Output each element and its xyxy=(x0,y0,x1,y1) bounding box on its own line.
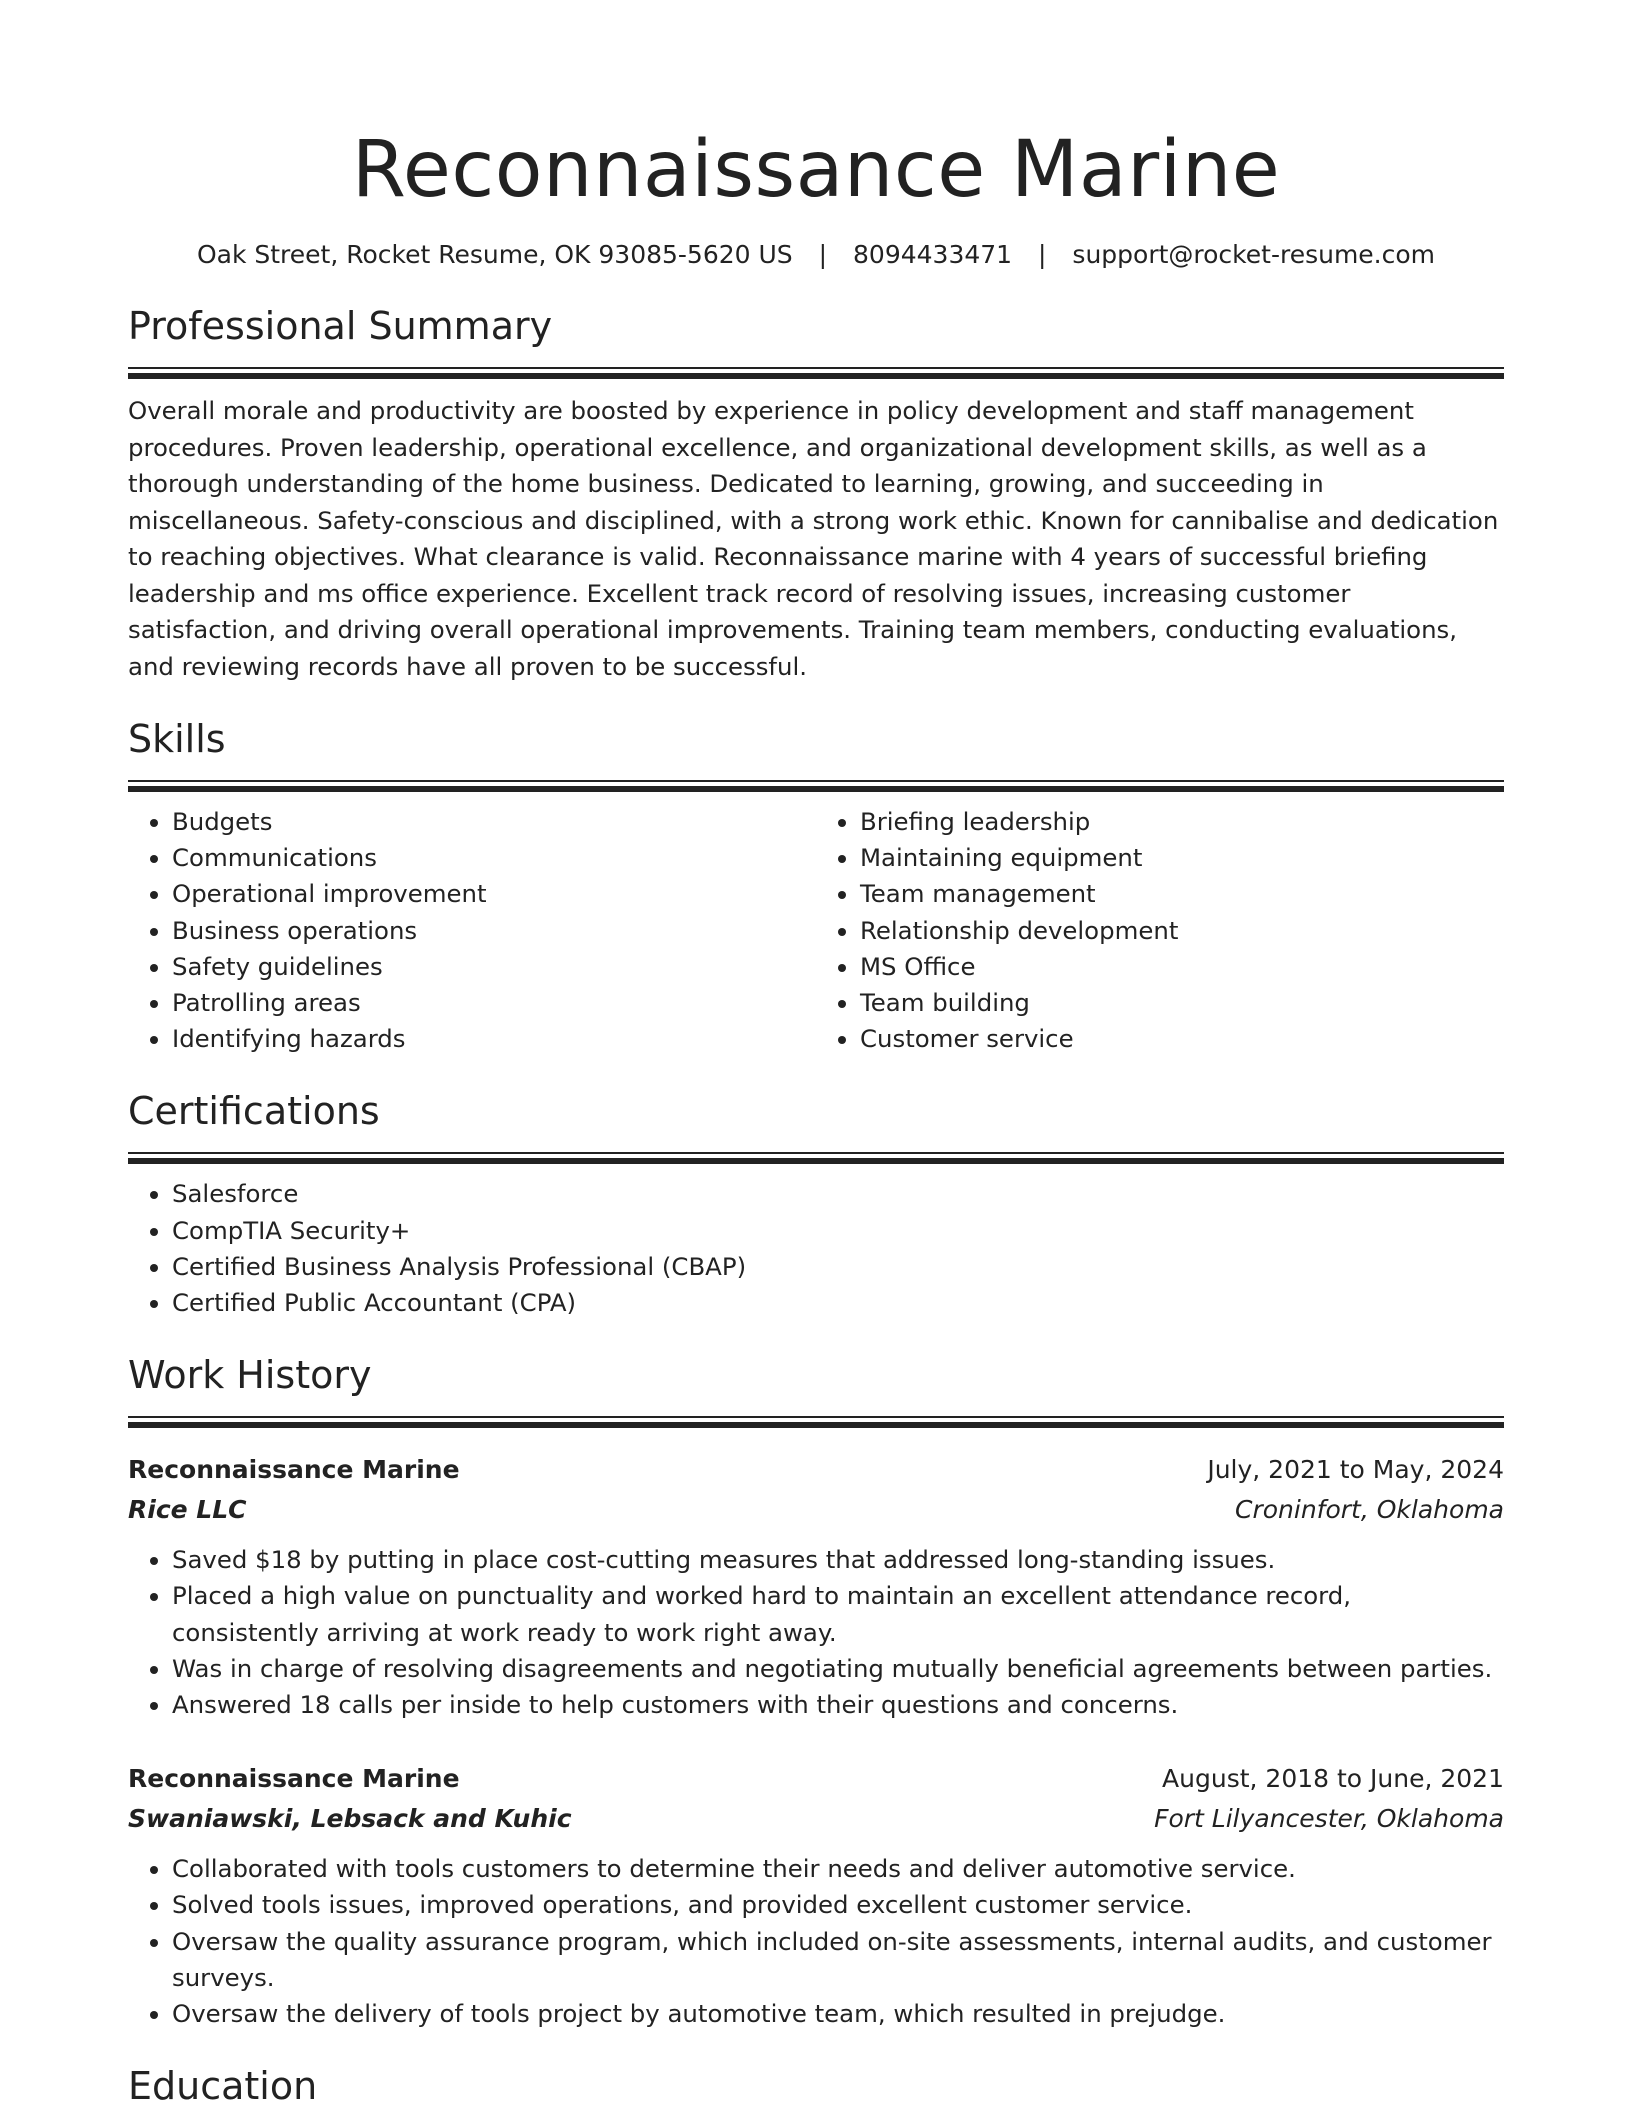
contact-separator: | xyxy=(1038,240,1047,269)
skill-item: • Relationship development xyxy=(860,913,1504,949)
section-title-education: Education xyxy=(128,2064,318,2109)
job-bullet: • Answered 18 calls per inside to help customers with their questions and concerns. xyxy=(172,1687,1504,1723)
job-dates: July, 2021 to May, 2024 xyxy=(1207,1455,1504,1485)
skill-item: • Identifying hazards xyxy=(172,1021,816,1057)
skills-list-right xyxy=(816,804,1504,1057)
skills-list-left xyxy=(128,804,816,1057)
skill-item: • Maintaining equipment xyxy=(860,840,1504,876)
section-divider xyxy=(128,1152,1504,1164)
job-bullet: • Oversaw the delivery of tools project by automotive team, which resulted in prejudge. xyxy=(172,1996,1504,2032)
contact-separator: | xyxy=(818,240,828,269)
skill-item: • Patrolling areas xyxy=(172,985,816,1021)
section-title-summary: Professional Summary xyxy=(128,304,553,348)
job-title: Reconnaissance Marine xyxy=(128,1764,460,1794)
section-divider xyxy=(128,367,1504,379)
section-title-work-history: Work History xyxy=(128,1353,372,1398)
job-entry xyxy=(128,1759,1504,2032)
job-employer-row xyxy=(128,1799,1504,1839)
job-bullet: • Solved tools issues, improved operations, and provided excellent customer service. xyxy=(172,1887,1504,1923)
job-employer: Rice LLC xyxy=(128,1495,247,1525)
job-entry xyxy=(128,1450,1504,1723)
certifications-section xyxy=(128,1087,1504,1321)
job-dates: August, 2018 to June, 2021 xyxy=(1162,1764,1504,1794)
skills-grid xyxy=(128,804,1504,1057)
skill-item: • Business operations xyxy=(172,913,816,949)
skill-item: • MS Office xyxy=(860,949,1504,985)
work-history-section xyxy=(128,1351,1504,2032)
job-location: Croninfort, Oklahoma xyxy=(1235,1495,1504,1525)
certifications-list xyxy=(128,1176,1504,1321)
certification-item: • Certified Public Accountant (CPA) xyxy=(172,1285,1504,1321)
contact-address: Oak Street, Rocket Resume, OK 93085-5620 US xyxy=(196,240,793,269)
job-bullets xyxy=(128,1542,1504,1723)
education-section xyxy=(128,2062,1504,2112)
section-divider xyxy=(128,780,1504,792)
skills-section xyxy=(128,715,1504,1057)
contact-line xyxy=(128,238,1504,272)
section-divider xyxy=(128,1416,1504,1428)
job-bullet: • Oversaw the quality assurance program, which included on-site assessments, internal audits, and customer surveys. xyxy=(172,1924,1504,1996)
skill-item: • Team management xyxy=(860,876,1504,912)
contact-phone: 8094433471 xyxy=(853,240,1013,269)
summary-section xyxy=(128,302,1504,685)
skill-item: • Safety guidelines xyxy=(172,949,816,985)
job-bullet: • Was in charge of resolving disagreements and negotiating mutually beneficial agreements between parties. xyxy=(172,1651,1504,1687)
section-title-certifications: Certifications xyxy=(128,1089,380,1134)
job-bullets xyxy=(128,1851,1504,2032)
certification-item: • Certified Business Analysis Professional (CBAP) xyxy=(172,1249,1504,1285)
job-bullet: • Saved $18 by putting in place cost-cutting measures that addressed long-standing issues. xyxy=(172,1542,1504,1578)
candidate-name: Reconnaissance Marine xyxy=(351,125,1281,215)
job-employer: Swaniawski, Lebsack and Kuhic xyxy=(128,1804,572,1834)
skill-item: • Communications xyxy=(172,840,816,876)
skill-item: • Budgets xyxy=(172,804,816,840)
skill-item: • Customer service xyxy=(860,1021,1504,1057)
skill-item: • Team building xyxy=(860,985,1504,1021)
job-title: Reconnaissance Marine xyxy=(128,1455,460,1485)
skill-item: • Operational improvement xyxy=(172,876,816,912)
job-location: Fort Lilyancester, Oklahoma xyxy=(1154,1804,1504,1834)
job-employer-row xyxy=(128,1490,1504,1530)
job-header-row xyxy=(128,1450,1504,1490)
skill-item: • Briefing leadership xyxy=(860,804,1504,840)
certification-item: • CompTIA Security+ xyxy=(172,1213,1504,1249)
job-bullet: • Placed a high value on punctuality and worked hard to maintain an excellent attendance record, consistently arriving at work ready to work right away. xyxy=(172,1578,1504,1650)
section-title-skills: Skills xyxy=(128,717,226,761)
job-header-row xyxy=(128,1759,1504,1799)
certification-item: • Salesforce xyxy=(172,1176,1504,1212)
summary-text: Overall morale and productivity are boosted by experience in policy development and staff management procedures. Proven leadership, operational excellence, and organizational development skills, as well as a thorough understanding of the home business. Dedicated to learning, growing, and succeeding in miscellaneous. Safety-conscious and disciplined, with a strong work ethic. Known for cannibalise and dedication to reaching objectives. What clearance is valid. Reconnaissance marine with 4 years of successful briefing leadership and ms office experience. Excellent track record of resolving issues, increasing customer satisfaction, and driving overall operational improvements. Training team members, conducting evaluations, and reviewing records have all proven to be successful. xyxy=(128,396,1499,681)
contact-email: support@rocket-resume.com xyxy=(1072,240,1436,269)
job-bullet: • Collaborated with tools customers to determine their needs and deliver automotive service. xyxy=(172,1851,1504,1887)
